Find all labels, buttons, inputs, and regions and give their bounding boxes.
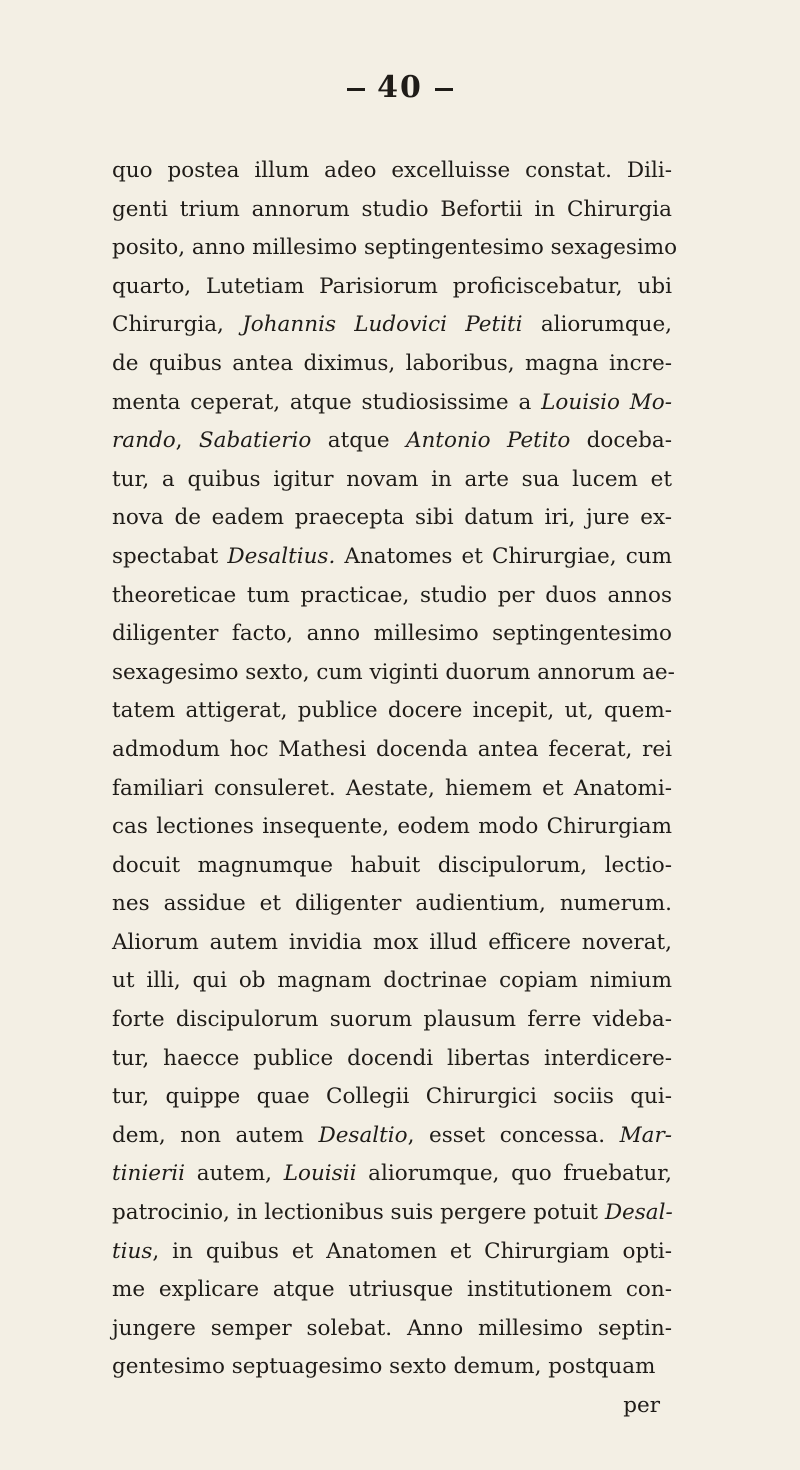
text-segment: jungere semper solebat. Anno millesimo septin- bbox=[112, 1315, 672, 1341]
text-segment: quo postea illum adeo excelluisse constat. Dili- bbox=[112, 158, 672, 183]
text-segment: , in quibus et Anatomen et Chirurgiam opti- bbox=[152, 1238, 672, 1264]
page-header bbox=[0, 70, 800, 105]
text-segment: cas lectiones insequente, eodem modo Chirurgiam bbox=[112, 814, 672, 840]
text-segment: diligenter facto, anno millesimo septingentesimo bbox=[112, 621, 672, 647]
text-segment: posito, anno millesimo septingentesimo sexagesimo bbox=[112, 235, 678, 261]
text-segment: , esset concessa. bbox=[407, 1122, 620, 1148]
italic-name: Antonio Petito bbox=[405, 428, 571, 454]
text-line bbox=[112, 1155, 672, 1194]
text-segment: me explicare atque utriusque institutionem con- bbox=[112, 1277, 672, 1303]
italic-name: Sabatierio bbox=[198, 428, 312, 454]
text-segment: admodum hoc Mathesi docenda antea fecerat, rei bbox=[112, 736, 672, 762]
text-segment: nova de eadem praecepta sibi datum iri, jure ex- bbox=[112, 505, 672, 531]
italic-name: Louisii bbox=[283, 1161, 357, 1187]
text-line bbox=[112, 962, 672, 1001]
text-segment: forte discipulorum suorum plausum ferre videba- bbox=[112, 1007, 672, 1033]
text-segment: patrocinio, in lectionibus suis pergere potuit bbox=[112, 1200, 605, 1226]
text-line bbox=[112, 615, 672, 654]
text-segment: autem, bbox=[185, 1161, 284, 1187]
text-segment: sexagesimo sexto, cum viginti duorum annorum ae- bbox=[112, 659, 675, 685]
text-segment: genti trium annorum studio Befortii in Chirurgia bbox=[112, 196, 672, 222]
text-line bbox=[112, 268, 672, 307]
text-line bbox=[112, 384, 672, 423]
text-segment: gentesimo septuagesimo sexto demum, postquam bbox=[112, 1354, 656, 1380]
italic-name: Johannis Ludovici Petiti bbox=[242, 312, 523, 338]
italic-name: tius bbox=[112, 1238, 153, 1264]
text-line bbox=[112, 1078, 672, 1117]
text-segment: Chirurgia, bbox=[112, 312, 243, 338]
text-segment: aliorumque, quo fruebatur, bbox=[356, 1161, 673, 1187]
text-line bbox=[112, 924, 672, 963]
italic-name: Desaltio bbox=[318, 1122, 408, 1148]
text-line bbox=[112, 1310, 672, 1349]
text-line bbox=[112, 692, 672, 731]
page-number: 40 bbox=[377, 70, 423, 105]
text-line bbox=[112, 1348, 672, 1387]
text-segment: tur, quippe quae Collegii Chirurgici sociis qui- bbox=[112, 1084, 672, 1110]
italic-name: Louisio Mo- bbox=[541, 389, 672, 415]
text-segment: docuit magnumque habuit discipulorum, lectio- bbox=[112, 852, 672, 878]
text-line bbox=[112, 885, 672, 924]
text-line bbox=[112, 1233, 672, 1272]
text-segment: Anatomes et Chirurgiae, cum bbox=[335, 543, 672, 569]
text-line bbox=[112, 847, 672, 886]
text-segment: atque bbox=[311, 428, 406, 454]
text-line bbox=[112, 731, 672, 770]
text-line bbox=[112, 538, 672, 577]
text-segment: spectabat bbox=[112, 543, 228, 569]
text-segment: tur, haecce publice docendi libertas interdicere- bbox=[112, 1045, 672, 1071]
text-segment: ut illi, qui ob magnam doctrinae copiam nimium bbox=[112, 968, 672, 994]
text-line bbox=[112, 1194, 672, 1233]
italic-name: rando bbox=[112, 428, 176, 454]
text-segment: theoreticae tum practicae, studio per duos annos bbox=[112, 582, 672, 608]
left-dash bbox=[347, 88, 365, 91]
text-segment: familiari consuleret. Aestate, hiemem et Anatomi- bbox=[112, 775, 672, 801]
right-dash bbox=[435, 88, 453, 91]
text-line bbox=[112, 1001, 672, 1040]
text-line bbox=[112, 1271, 672, 1310]
text-line bbox=[112, 152, 672, 191]
text-segment: aliorumque, bbox=[522, 312, 673, 338]
text-line bbox=[112, 422, 672, 461]
catchword: per bbox=[623, 1393, 660, 1418]
text-line bbox=[112, 306, 672, 345]
text-segment: tur, a quibus igitur novam in arte sua lucem et bbox=[112, 466, 672, 492]
text-line bbox=[112, 191, 672, 230]
italic-name: tinierii bbox=[112, 1161, 185, 1187]
text-line bbox=[112, 577, 672, 616]
italic-name: Mar- bbox=[619, 1122, 673, 1148]
text-segment: tatem attigerat, publice docere incepit, ut, quem- bbox=[112, 698, 672, 724]
text-segment: de quibus antea diximus, laboribus, magna incre- bbox=[112, 350, 672, 376]
text-segment: , bbox=[175, 428, 199, 454]
text-line bbox=[112, 654, 675, 693]
italic-name: Desaltius. bbox=[227, 543, 336, 569]
body-text bbox=[112, 152, 678, 1425]
text-line bbox=[112, 770, 672, 809]
text-line bbox=[112, 229, 678, 268]
text-line bbox=[112, 1117, 672, 1156]
text-line bbox=[112, 345, 672, 384]
text-line bbox=[112, 1040, 672, 1079]
text-segment: nes assidue et diligenter audientium, numerum. bbox=[112, 891, 672, 917]
text-line bbox=[112, 461, 672, 500]
text-segment: dem, non autem bbox=[112, 1122, 319, 1148]
text-segment: doceba- bbox=[570, 428, 672, 454]
text-line bbox=[112, 808, 672, 847]
text-line bbox=[112, 499, 672, 538]
text-segment: Aliorum autem invidia mox illud efficere noverat, bbox=[112, 929, 672, 955]
italic-name: Desal- bbox=[604, 1200, 673, 1226]
text-segment: quarto, Lutetiam Parisiorum proficiscebatur, ubi bbox=[112, 273, 672, 299]
text-segment: menta ceperat, atque studiosissime a bbox=[112, 389, 542, 415]
